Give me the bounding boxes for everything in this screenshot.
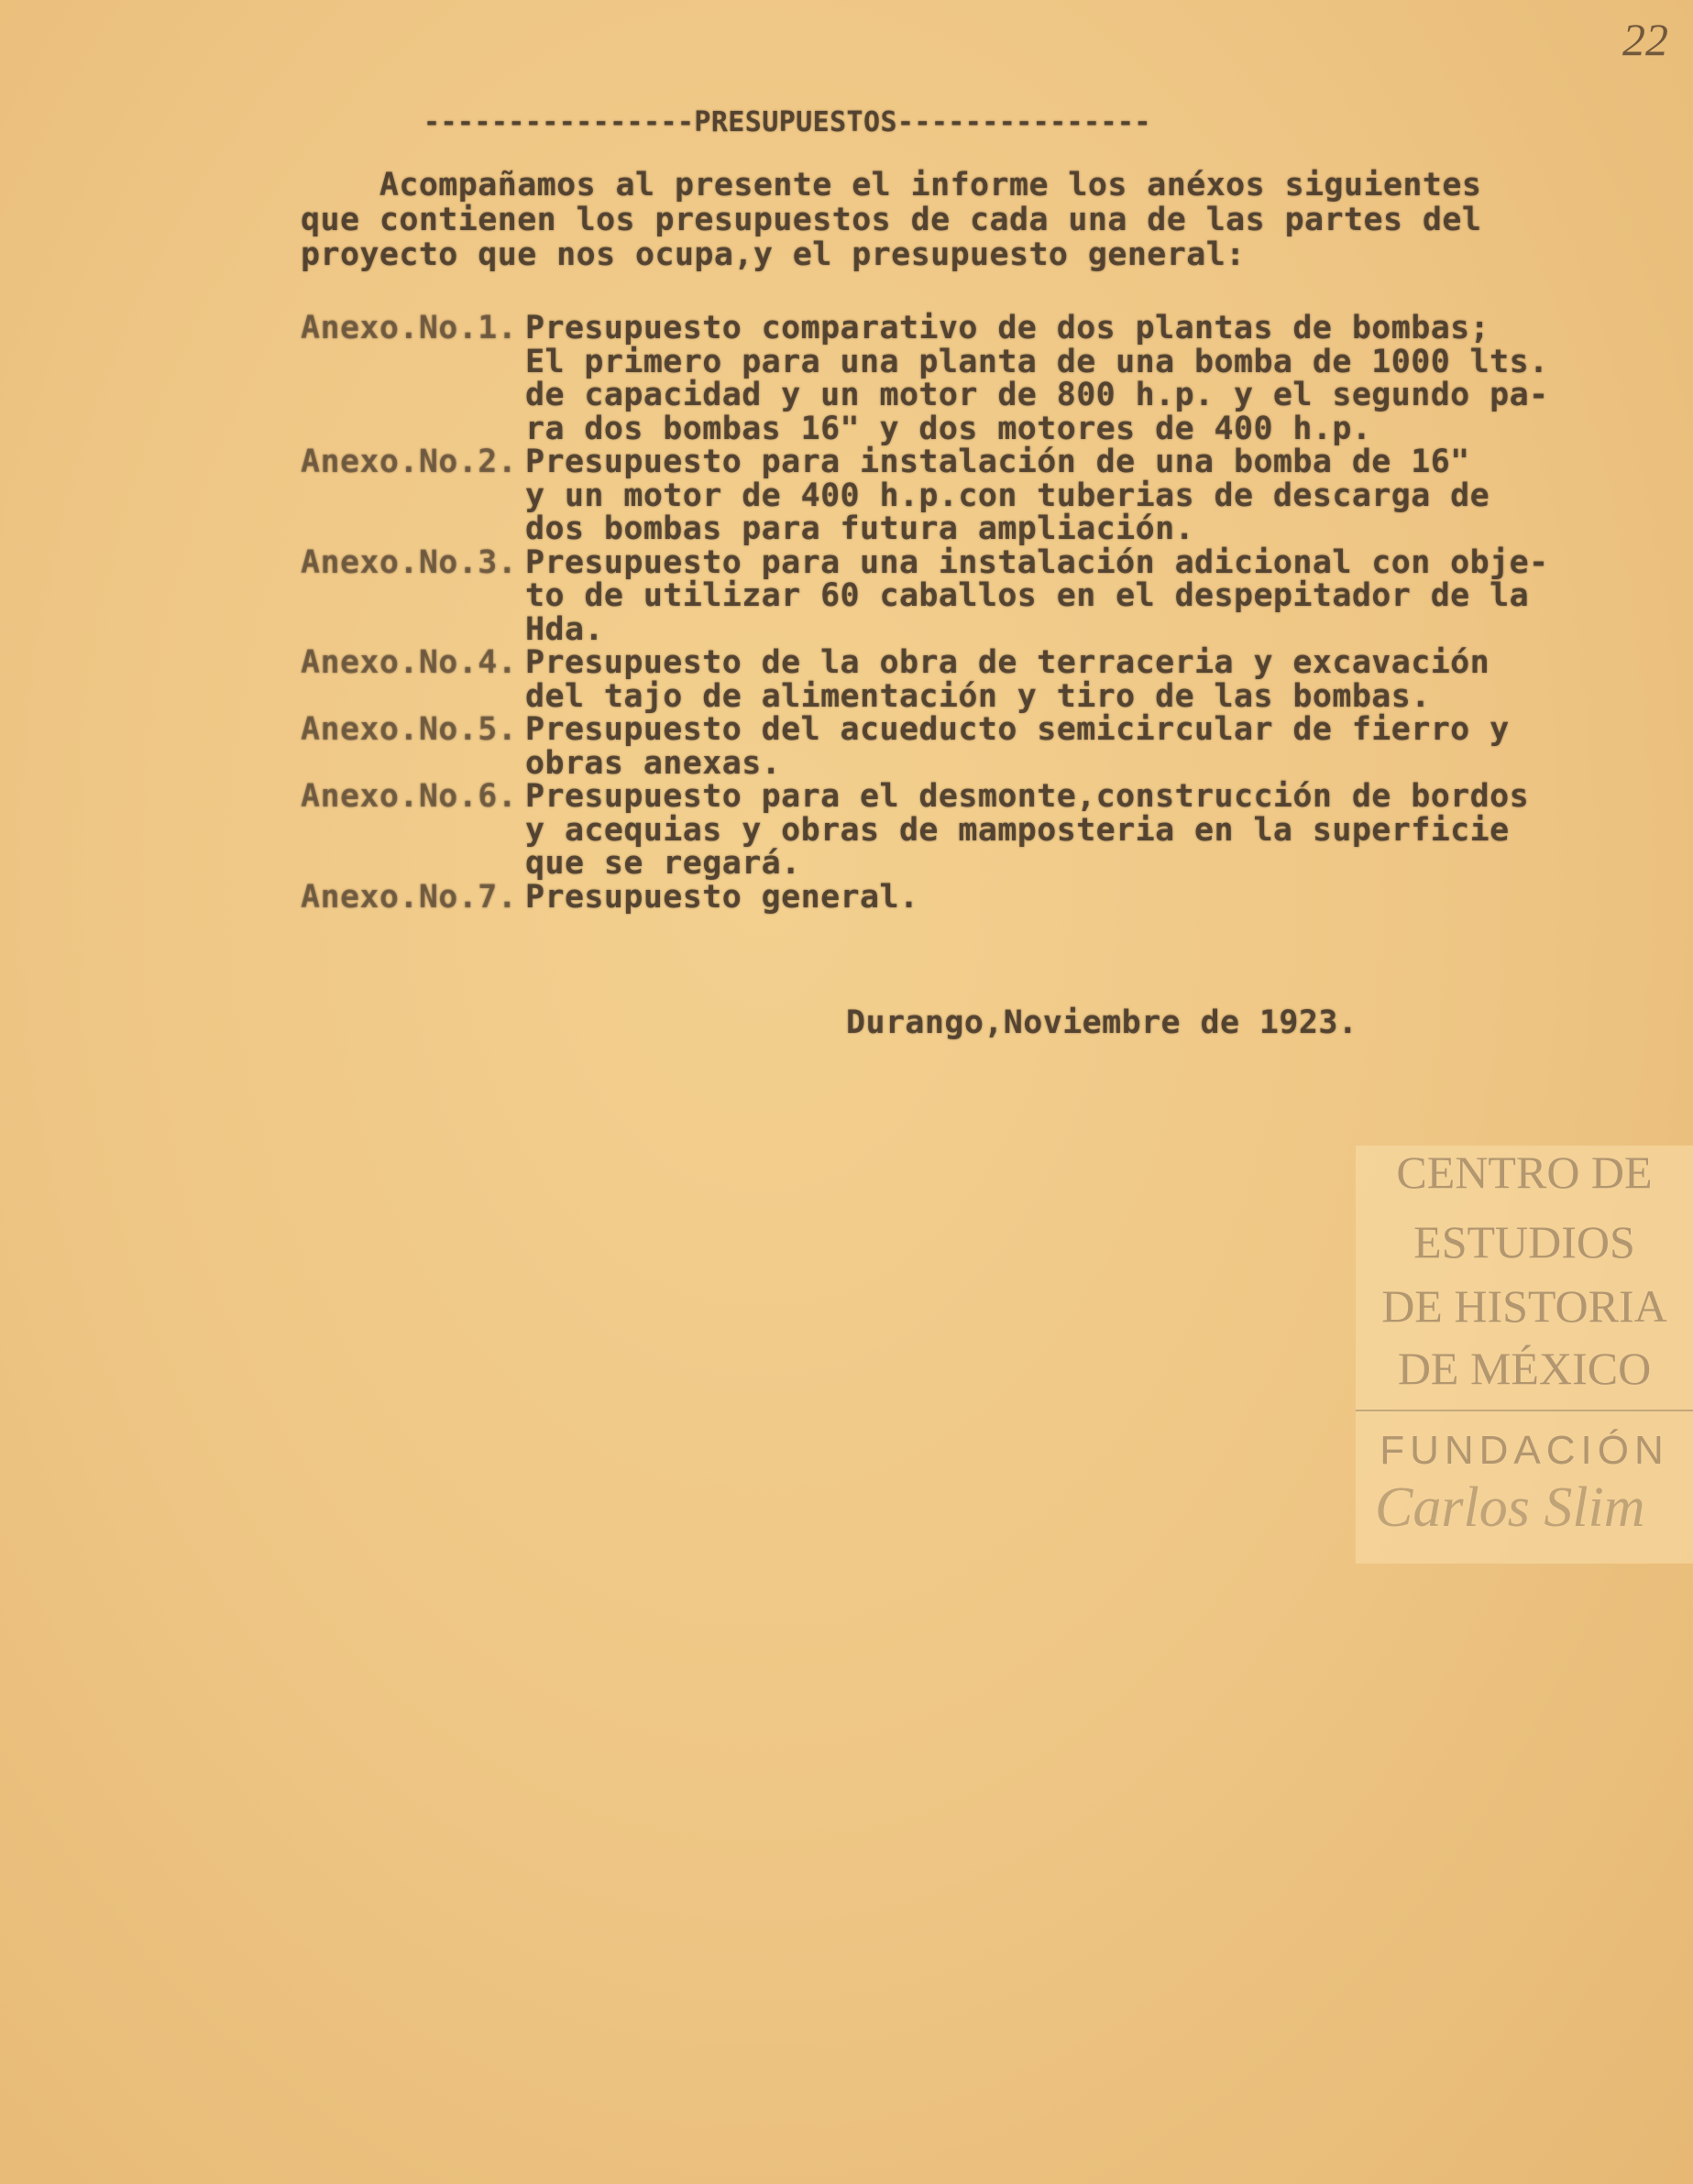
watermark-line: DE MÉXICO — [1397, 1343, 1652, 1394]
annex-label — [301, 412, 525, 446]
annex-line — [301, 579, 1549, 613]
watermark-line: DE HISTORIA — [1381, 1280, 1667, 1332]
annex-line — [301, 847, 1549, 881]
annex-label — [301, 613, 525, 647]
annex-label — [301, 579, 525, 613]
annex-line — [301, 379, 1549, 412]
annex-line — [301, 878, 1549, 916]
annex-text: Presupuesto comparativo de dos plantas de bombas; — [525, 310, 1490, 346]
annex-text: y acequias y obras de mamposteria en la superficie — [525, 811, 1510, 849]
annex-text: obras anexas. — [525, 744, 782, 782]
annex-text: Presupuesto para una instalación adicional con obje- — [525, 543, 1549, 581]
annex-text: El primero para una planta de una bomba de 1000 lts. — [525, 343, 1549, 380]
annex-line — [301, 811, 1549, 849]
annex-line — [301, 543, 1549, 581]
annex-line — [301, 412, 1549, 446]
annex-line — [301, 780, 1549, 814]
annex-line — [301, 713, 1549, 747]
annex-line — [301, 610, 1549, 648]
intro-line: proyecto que nos ocupa,y el presupuesto general: — [301, 236, 1246, 273]
intro-line: Acompañamos al presente el informe los anéxos siguientes — [301, 167, 1482, 203]
annex-line — [301, 677, 1549, 715]
annex-label — [301, 680, 525, 714]
annex-text: Presupuesto del acueducto semicircular de fierro y — [525, 711, 1510, 748]
annex-label — [301, 814, 525, 848]
annex-label: Anexo.No.2. — [301, 444, 518, 480]
annex-text: dos bombas para futura ampliación. — [525, 510, 1195, 547]
annex-text: Presupuesto de la obra de terraceria y excavación — [525, 644, 1490, 681]
annex-line — [301, 343, 1549, 380]
annex-text: Hda. — [525, 610, 604, 648]
annex-line — [301, 646, 1549, 680]
annex-label: Anexo.No.6. — [301, 778, 518, 815]
watermark-divider — [1356, 1410, 1693, 1411]
annex-text: Presupuesto general. — [525, 878, 919, 916]
annex-label — [301, 479, 525, 513]
annex-label: Anexo.No.5. — [301, 711, 518, 748]
watermark-line: ESTUDIOS — [1413, 1216, 1635, 1268]
watermark-line: CENTRO DE — [1396, 1147, 1653, 1198]
annex-label — [301, 379, 525, 412]
annex-text: y un motor de 400 h.p.con tuberias de descarga de — [525, 477, 1490, 514]
annex-label — [301, 512, 525, 546]
annex-label: Anexo.No.7. — [301, 878, 518, 916]
date-line: Durango,Noviembre de 1923. — [846, 1004, 1358, 1041]
annex-line — [301, 445, 1549, 479]
annex-label: Anexo.No.1. — [301, 310, 518, 346]
document-title: ----------------PRESUPUESTOS--------------- — [423, 106, 1151, 138]
annex-label — [301, 847, 525, 881]
watermark-foundation: FUNDACIÓN — [1380, 1428, 1669, 1473]
annex-line — [301, 312, 1549, 346]
annex-line — [301, 479, 1549, 513]
annex-label: Anexo.No.4. — [301, 644, 518, 681]
annex-text: ra dos bombas 16" y dos motores de 400 h.p. — [525, 410, 1372, 447]
annex-line — [301, 744, 1549, 782]
annex-line — [301, 512, 1549, 546]
annex-text: Presupuesto para instalación de una bomba de 16" — [525, 444, 1470, 480]
annex-label: Anexo.No.3. — [301, 543, 518, 581]
annex-text: to de utilizar 60 caballos en el despepitador de la — [525, 577, 1530, 614]
annex-label — [301, 747, 525, 781]
signature-watermark: Carlos Slim — [1375, 1476, 1645, 1539]
annex-text: Presupuesto para el desmonte,construcción de bordos — [525, 778, 1530, 815]
annex-text: del tajo de alimentación y tiro de las bombas. — [525, 677, 1431, 715]
annex-text: de capacidad y un motor de 800 h.p. y el segundo pa- — [525, 377, 1549, 413]
annex-label — [301, 346, 525, 379]
annex-list — [301, 312, 1549, 914]
annex-text: que se regará. — [525, 845, 801, 882]
intro-line: que contienen los presupuestos de cada una de las partes del — [301, 202, 1482, 238]
page-number: 22 — [1622, 14, 1668, 65]
